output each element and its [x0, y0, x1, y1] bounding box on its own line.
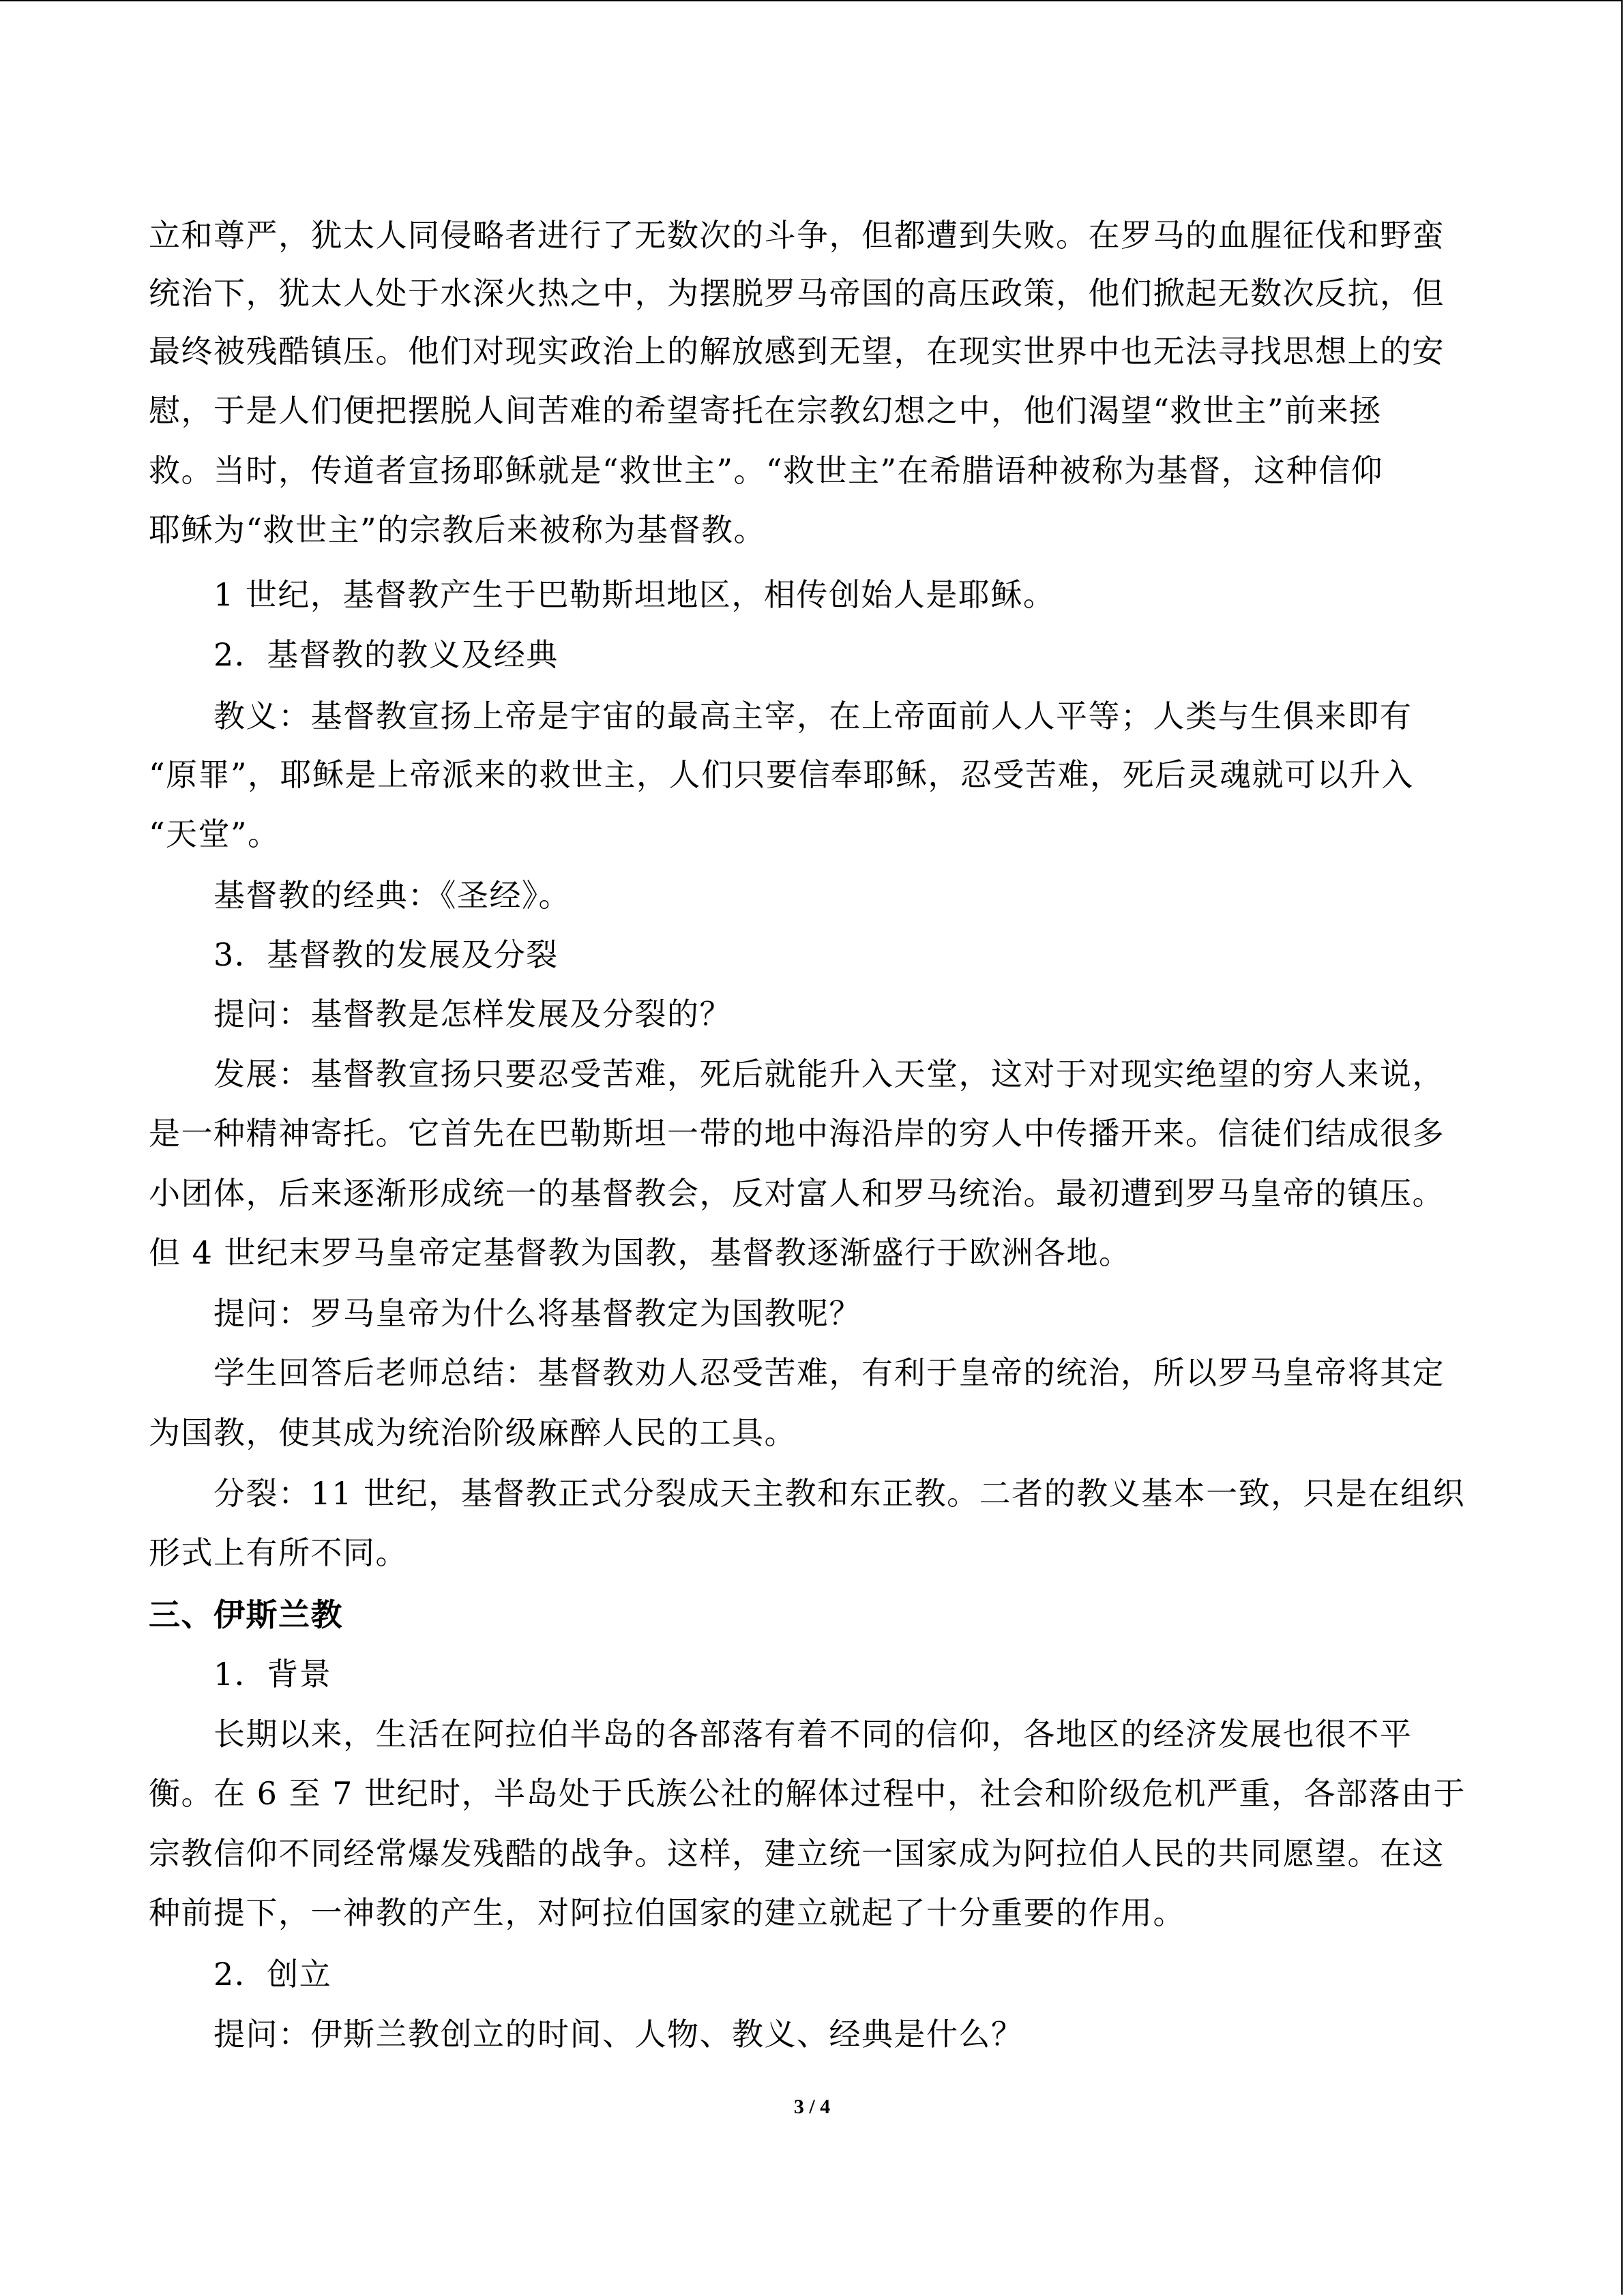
text-line: 基督教的经典：《圣经》。 — [213, 877, 571, 914]
text-line: 但 4 世纪末罗马皇帝定基督教为国教，基督教逐渐盛行于欧洲各地。 — [149, 1234, 1132, 1271]
subheading: 3．基督教的发展及分裂 — [213, 936, 559, 973]
text-line: 宗教信仰不同经常爆发残酷的战争。这样，建立统一国家成为阿拉伯人民的共同愿望。在这 — [149, 1835, 1445, 1872]
section-heading: 三、伊斯兰教 — [149, 1596, 343, 1633]
text-line: “原罪”，耶稣是上帝派来的救世主，人们只要信奉耶稣，忍受苦难，死后灵魂就可以升入 — [149, 756, 1415, 793]
text-line: 种前提下，一神教的产生，对阿拉伯国家的建立就起了十分重要的作用。 — [149, 1894, 1185, 1931]
text-line: 提问：基督教是怎样发展及分裂的？ — [213, 996, 732, 1032]
text-line: 1 世纪，基督教产生于巴勒斯坦地区，相传创始人是耶稣。 — [213, 576, 1056, 613]
text-line: 统治下，犹太人处于水深火热之中，为摆脱罗马帝国的高压政策，他们掀起无数次反抗，但 — [149, 275, 1445, 312]
text-line: 最终被残酷镇压。他们对现实政治上的解放感到无望，在现实世界中也无法寻找思想上的安 — [149, 333, 1445, 370]
text-line: 小团体，后来逐渐形成统一的基督教会，反对富人和罗马统治。最初遭到罗马皇帝的镇压。 — [149, 1175, 1445, 1212]
text-line: “天堂”。 — [149, 816, 280, 852]
text-line: 为国教，使其成为统治阶级麻醉人民的工具。 — [149, 1414, 797, 1451]
text-line: 提问：罗马皇帝为什么将基督教定为国教呢？ — [213, 1295, 861, 1332]
text-line: 是一种精神寄托。它首先在巴勒斯坦一带的地中海沿岸的穷人中传播开来。信徒们结成很多 — [149, 1115, 1445, 1152]
text-line: 分裂：11 世纪，基督教正式分裂成天主教和东正教。二者的教义基本一致，只是在组织 — [213, 1475, 1466, 1512]
text-line: 教义：基督教宣扬上帝是宇宙的最高主宰，在上帝面前人人平等；人类与生俱来即有 — [213, 698, 1413, 734]
subheading: 2．基督教的教义及经典 — [213, 636, 559, 673]
text-line: 形式上有所不同。 — [149, 1534, 408, 1571]
text-line: 耶稣为“救世主”的宗教后来被称为基督教。 — [149, 511, 767, 548]
subheading: 2．创立 — [213, 1956, 332, 1993]
text-line: 救。当时，传道者宣扬耶稣就是“救世主”。“救世主”在希腊语种被称为基督，这种信仰 — [149, 452, 1384, 489]
text-line: 立和尊严，犹太人同侵略者进行了无数次的斗争，但都遭到失败。在罗马的血腥征伐和野蛮 — [149, 217, 1445, 254]
text-line: 衡。在 6 至 7 世纪时，半岛处于氏族公社的解体过程中，社会和阶级危机严重，各部落由于 — [149, 1775, 1466, 1812]
text-line: 慰，于是人们便把摆脱人间苦难的希望寄托在宗教幻想之中，他们渴望“救世主”前来拯 — [149, 392, 1382, 429]
subheading: 1．背景 — [213, 1656, 332, 1693]
text-line: 学生回答后老师总结：基督教劝人忍受苦难，有利于皇帝的统治，所以罗马皇帝将其定 — [213, 1354, 1445, 1391]
page-number: 3 / 4 — [793, 2096, 831, 2118]
text-line: 提问：伊斯兰教创立的时间、人物、教义、经典是什么？ — [213, 2016, 1024, 2053]
text-line: 发展：基督教宣扬只要忍受苦难，死后就能升入天堂，这对于对现实绝望的穷人来说， — [213, 1056, 1445, 1092]
text-line: 长期以来，生活在阿拉伯半岛的各部落有着不同的信仰，各地区的经济发展也很不平 — [213, 1716, 1413, 1753]
